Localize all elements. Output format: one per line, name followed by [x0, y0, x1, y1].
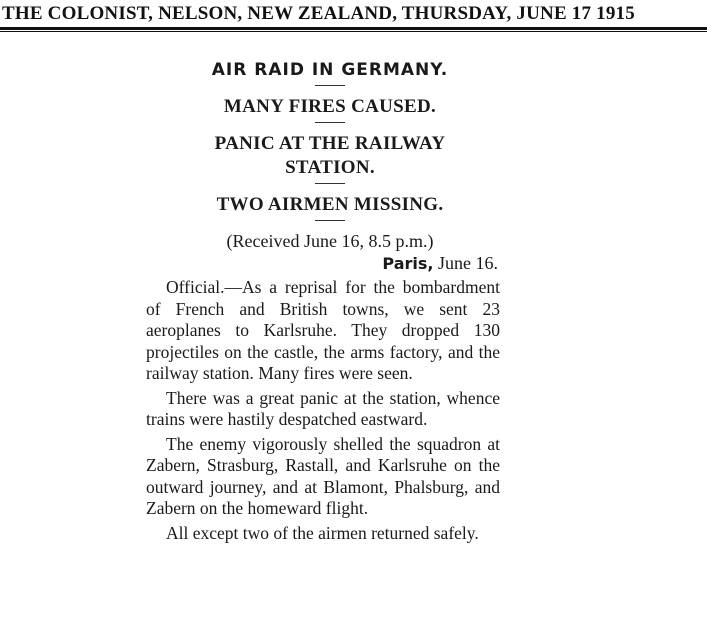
headline-sub-2: PANIC AT THE RAILWAY STATION.	[214, 133, 446, 178]
headline-sub-3: TWO AIRMEN MISSING.	[216, 194, 444, 215]
dateline-date: June 16.	[438, 253, 498, 273]
masthead-text: THE COLONIST, NELSON, NEW ZEALAND, THURSDAY, JUNE 17 1915	[2, 3, 635, 24]
masthead-rule	[0, 27, 707, 32]
dateline	[140, 252, 520, 275]
article-paragraph: There was a great panic at the station, whence trains were hastily despatched eastward.	[146, 387, 500, 429]
newspaper-masthead	[0, 0, 707, 40]
headline-divider	[315, 122, 345, 123]
headline-divider	[315, 220, 345, 221]
article-paragraph: Official.—As a reprisal for the bombardment of French and British towns, we sent 23 aeroplanes to Karlsruhe. They dropped 130 projectiles on the castle, the arms factory, and the railway station. Many fires were seen.	[146, 277, 500, 383]
headline-divider	[315, 85, 345, 86]
headline-main: AIR RAID IN GERMANY.	[211, 60, 449, 80]
article-paragraph: All except two of the airmen returned safely.	[166, 522, 479, 543]
article-paragraph: The enemy vigorously shelled the squadron at Zabern, Strasburg, Rastall, and Karlsruhe on the outward journey, and at Blamont, Phalsburg, and Zabern on the homeward flight.	[146, 433, 500, 518]
news-article	[140, 52, 520, 547]
headline-sub-1: MANY FIRES CAUSED.	[223, 96, 437, 117]
received-line: (Received June 16, 8.5 p.m.)	[226, 231, 434, 251]
dateline-place: Paris,	[382, 254, 434, 273]
headline-divider	[315, 183, 345, 184]
